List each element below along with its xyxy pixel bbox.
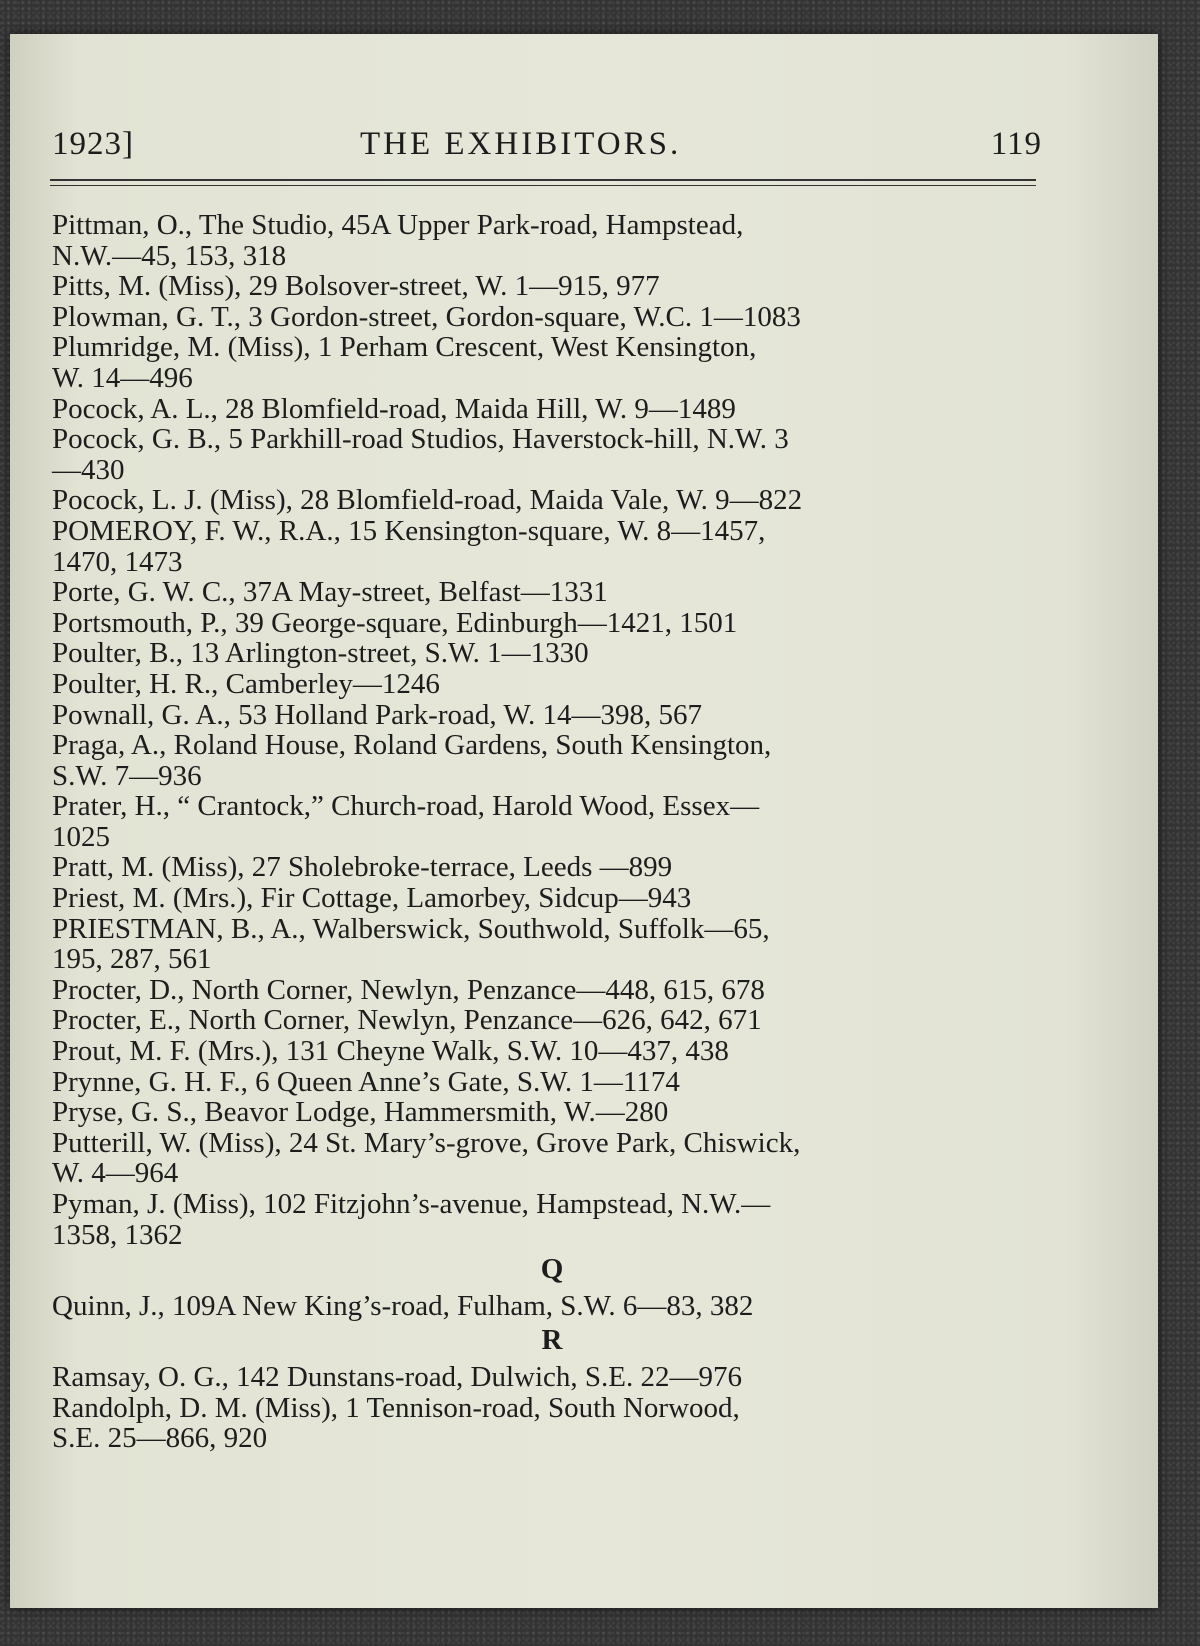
header-year: 1923] xyxy=(52,126,134,162)
entries-r xyxy=(52,1362,1052,1454)
entry-line: Procter, E., North Corner, Newlyn, Penzance—626, 642, 671 xyxy=(52,1004,762,1037)
entry-line: Pocock, L. J. (Miss), 28 Blomfield-road, Maida Vale, W. 9—822 xyxy=(52,484,803,517)
entry-line: Prater, H., “ Crantock,” Church-road, Harold Wood, Essex— xyxy=(52,790,760,823)
entry-line: Procter, D., North Corner, Newlyn, Penzance—448, 615, 678 xyxy=(52,973,765,1006)
exhibitor-entry xyxy=(52,883,1076,914)
exhibitor-entry xyxy=(52,577,1076,608)
entry-line: PRIESTMAN, B., A., Walberswick, Southwold, Suffolk—65, xyxy=(52,912,770,945)
entry-line: Pocock, A. L., 28 Blomfield-road, Maida Hill, W. 9—1489 xyxy=(52,392,736,425)
exhibitor-entry xyxy=(52,852,1076,883)
page-number: 119 xyxy=(990,126,1042,162)
entry-line: Pownall, G. A., 53 Holland Park-road, W. 14—398, 567 xyxy=(52,698,703,731)
exhibitor-entry xyxy=(52,791,1076,852)
header-rule-thick xyxy=(50,179,1036,181)
entry-line: POMEROY, F. W., R.A., 15 Kensington-square, W. 8—1457, xyxy=(52,514,766,547)
exhibitor-entry xyxy=(52,210,1076,271)
entry-line: Prout, M. F. (Mrs.), 131 Cheyne Walk, S.W. 10—437, 438 xyxy=(52,1035,729,1068)
header-title: THE EXHIBITORS. xyxy=(360,126,682,162)
exhibitor-list xyxy=(52,210,1052,1454)
section-letter-r: R xyxy=(541,1324,563,1357)
entry-line: Pitts, M. (Miss), 29 Bolsover-street, W. 1—915, 977 xyxy=(52,270,660,303)
entry-line: Praga, A., Roland House, Roland Gardens, South Kensington, xyxy=(52,729,772,762)
entry-line: Putterill, W. (Miss), 24 St. Mary’s-grove, Grove Park, Chiswick, xyxy=(52,1126,801,1159)
exhibitor-entry xyxy=(52,516,1076,577)
exhibitor-entry xyxy=(52,1036,1076,1067)
exhibitor-entry xyxy=(52,271,1076,302)
exhibitor-entry xyxy=(52,608,1076,639)
entry-line: Ramsay, O. G., 142 Dunstans-road, Dulwich, S.E. 22—976 xyxy=(52,1360,743,1393)
entry-continuation: W. 4—964 xyxy=(52,1157,179,1190)
entry-continuation: 1025 xyxy=(52,820,110,853)
entry-continuation: 195, 287, 561 xyxy=(52,943,212,976)
entry-line: Pyman, J. (Miss), 102 Fitzjohn’s-avenue, Hampstead, N.W.— xyxy=(52,1188,771,1220)
entry-line: Poulter, B., 13 Arlington-street, S.W. 1—1330 xyxy=(52,637,589,670)
entry-continuation: S.E. 25—866, 920 xyxy=(52,1422,268,1455)
exhibitor-entry xyxy=(52,1128,1076,1189)
entry-line: Porte, G. W. C., 37A May-street, Belfast—1331 xyxy=(52,576,608,609)
exhibitor-entry xyxy=(52,638,1076,669)
entry-line: Pittman, O., The Studio, 45A Upper Park-road, Hampstead, xyxy=(52,209,744,241)
entry-continuation: S.W. 7—936 xyxy=(52,759,202,792)
entry-line: Portsmouth, P., 39 George-square, Edinburgh—1421, 1501 xyxy=(52,606,738,639)
exhibitor-entry xyxy=(52,302,1076,333)
entry-line: Quinn, J., 109A New King’s-road, Fulham, S.W. 6—83, 382 xyxy=(52,1289,754,1322)
entry-continuation: 1358, 1362 xyxy=(52,1218,183,1251)
entry-line: Randolph, D. M. (Miss), 1 Tennison-road, South Norwood, xyxy=(52,1391,740,1424)
exhibitor-entry xyxy=(52,1393,1076,1454)
entry-continuation: W. 14—496 xyxy=(52,361,193,394)
entry-continuation: N.W.—45, 153, 318 xyxy=(52,239,287,272)
exhibitor-entry xyxy=(52,1067,1076,1098)
exhibitor-entry xyxy=(52,669,1076,700)
section-letter-q: Q xyxy=(540,1253,564,1286)
exhibitor-entry xyxy=(52,394,1076,425)
exhibitor-entry xyxy=(52,332,1076,393)
exhibitor-entry xyxy=(52,1005,1076,1036)
exhibitor-entry xyxy=(52,1362,1076,1393)
exhibitor-entry xyxy=(52,485,1076,516)
entry-line: Pocock, G. B., 5 Parkhill-road Studios, Haverstock-hill, N.W. 3 xyxy=(52,423,789,456)
entry-line: Plowman, G. T., 3 Gordon-street, Gordon-square, W.C. 1—1083 xyxy=(52,300,801,333)
entry-line: Pryse, G. S., Beavor Lodge, Hammersmith, W.—280 xyxy=(52,1096,669,1129)
entries-q xyxy=(52,1291,1052,1322)
entry-continuation: 1470, 1473 xyxy=(52,545,183,578)
entries-p xyxy=(52,210,1052,1250)
exhibitor-entry xyxy=(52,424,1076,485)
exhibitor-entry xyxy=(52,975,1076,1006)
entry-line: Pratt, M. (Miss), 27 Sholebroke-terrace, Leeds —899 xyxy=(52,851,673,884)
entry-line: Plumridge, M. (Miss), 1 Perham Crescent, West Kensington, xyxy=(52,331,757,364)
running-header xyxy=(52,126,1042,166)
header-rule-thin xyxy=(50,185,1036,186)
exhibitor-entry xyxy=(52,1097,1076,1128)
entry-continuation: —430 xyxy=(52,453,125,486)
exhibitor-entry xyxy=(52,700,1076,731)
entry-line: Poulter, H. R., Camberley—1246 xyxy=(52,667,440,700)
exhibitor-entry xyxy=(52,730,1076,791)
entry-line: Prynne, G. H. F., 6 Queen Anne’s Gate, S.W. 1—1174 xyxy=(52,1065,680,1098)
exhibitor-entry xyxy=(52,1291,1076,1322)
exhibitor-entry xyxy=(52,1189,1076,1250)
exhibitor-entry xyxy=(52,914,1076,975)
entry-line: Priest, M. (Mrs.), Fir Cottage, Lamorbey, Sidcup—943 xyxy=(52,882,692,915)
